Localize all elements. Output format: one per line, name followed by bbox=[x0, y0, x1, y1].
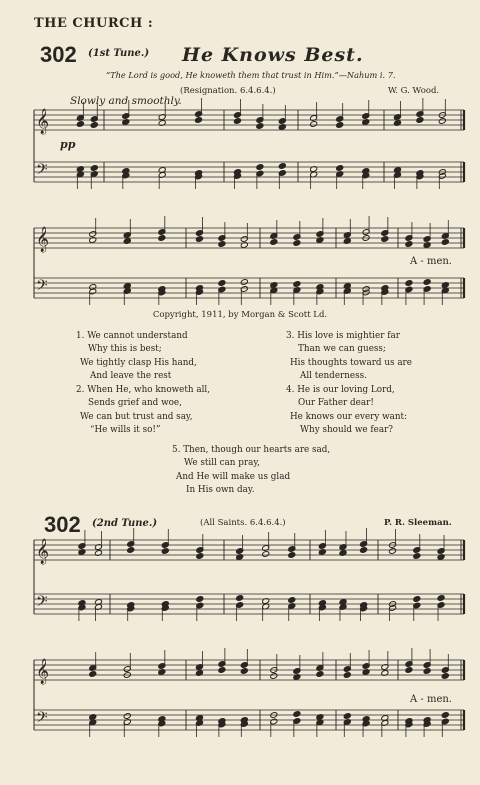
treble-note bbox=[158, 235, 166, 242]
hymn-number-2: 302 bbox=[44, 512, 81, 537]
meter-2: (All Saints. 6.4.6.4.) bbox=[200, 518, 286, 528]
bass-note bbox=[240, 279, 248, 286]
treble-note bbox=[405, 667, 413, 674]
bass-note bbox=[293, 281, 301, 288]
treble-note bbox=[90, 122, 98, 129]
treble-note bbox=[389, 548, 397, 555]
bass-clef: 𝄢 bbox=[36, 593, 48, 614]
treble-note bbox=[416, 117, 424, 124]
tune-label-1: (1st Tune.) bbox=[88, 48, 150, 59]
bass-note bbox=[413, 596, 421, 603]
treble-note bbox=[336, 122, 344, 129]
treble-note bbox=[218, 667, 226, 674]
bass-note bbox=[423, 279, 431, 286]
bass-note bbox=[218, 280, 226, 287]
bass-note bbox=[236, 595, 244, 602]
treble-note bbox=[262, 551, 270, 558]
treble-note bbox=[288, 552, 296, 559]
running-head: THE CHURCH : bbox=[34, 16, 154, 31]
bass-note bbox=[90, 165, 98, 172]
treble-note bbox=[127, 547, 135, 554]
treble-note bbox=[270, 239, 278, 246]
verse-3: 3. His love is mightier far Than we can guess; His thoughts toward us are All tenderness. bbox=[286, 331, 412, 382]
treble-note bbox=[413, 553, 421, 560]
bass-note bbox=[288, 597, 296, 604]
bass-clef: 𝄢 bbox=[36, 709, 48, 730]
scripture-motto: “The Lord is good, He knoweth them that trust in Him.”—Nahum i. 7. bbox=[106, 70, 396, 80]
treble-note bbox=[360, 547, 368, 554]
bass-note bbox=[441, 712, 449, 719]
treble-note bbox=[423, 668, 431, 675]
treble-note bbox=[441, 673, 449, 680]
bass-note bbox=[336, 165, 344, 172]
treble-note bbox=[240, 668, 248, 675]
treble-note bbox=[343, 672, 351, 679]
bass-note bbox=[123, 713, 131, 720]
bass-clef: 𝄢 bbox=[36, 277, 48, 298]
verse-5: 5. Then, though our hearts are sad, We still can pray, And He will make us glad In His own day. bbox=[172, 445, 331, 496]
treble-note bbox=[195, 236, 203, 243]
bass-note bbox=[405, 280, 413, 287]
treble-note bbox=[161, 548, 169, 555]
meter-1: (Resignation. 6.4.6.4.) bbox=[180, 86, 276, 96]
treble-note bbox=[381, 236, 389, 243]
hymn-number-1: 302 bbox=[40, 42, 77, 67]
treble-note bbox=[218, 241, 226, 248]
treble-note bbox=[89, 671, 97, 678]
treble-note bbox=[441, 239, 449, 246]
verse-2: 2. When He, who knoweth all, Sends grief and woe, We can but trust and say, “He wills it so!” bbox=[76, 385, 211, 436]
verse-4: 4. He is our loving Lord, Our Father dear! He knows our every want: Why should we fear? bbox=[286, 385, 408, 436]
amen-label-1: A - men. bbox=[410, 256, 452, 267]
bass-note bbox=[278, 163, 286, 170]
bass-note bbox=[343, 713, 351, 720]
treble-clef: 𝄞 bbox=[36, 539, 50, 564]
tempo-marking: Slowly and smoothly. bbox=[70, 95, 182, 107]
composer-2: P. R. Sleeman. bbox=[384, 518, 452, 528]
treble-note bbox=[76, 121, 84, 128]
dynamic-marking: pp bbox=[60, 138, 76, 151]
bass-note bbox=[293, 711, 301, 718]
treble-note bbox=[316, 671, 324, 678]
tune-label-2: (2nd Tune.) bbox=[92, 518, 158, 529]
treble-clef: 𝄞 bbox=[36, 659, 50, 684]
treble-note bbox=[195, 117, 203, 124]
hymn-title: He Knows Best. bbox=[182, 44, 364, 66]
treble-clef: 𝄞 bbox=[36, 227, 50, 252]
verse-1: 1. We cannot understand Why this is best; We tightly clasp His hand, And leave the rest bbox=[76, 331, 197, 382]
bass-note bbox=[196, 596, 204, 603]
treble-note bbox=[270, 673, 278, 680]
composer-1: W. G. Wood. bbox=[388, 86, 440, 96]
treble-note bbox=[233, 118, 241, 125]
amen-label-2: A - men. bbox=[410, 694, 452, 705]
bass-clef: 𝄢 bbox=[36, 161, 48, 182]
bass-note bbox=[437, 595, 445, 602]
copyright-line: Copyright, 1911, by Morgan & Scott Ld. bbox=[152, 310, 328, 320]
treble-note bbox=[438, 118, 446, 125]
treble-clef: 𝄞 bbox=[36, 109, 50, 134]
bass-note bbox=[256, 164, 264, 171]
treble-note bbox=[196, 553, 204, 560]
treble-note bbox=[405, 241, 413, 248]
treble-note bbox=[293, 240, 301, 247]
treble-note bbox=[310, 121, 318, 128]
treble-note bbox=[256, 123, 264, 130]
